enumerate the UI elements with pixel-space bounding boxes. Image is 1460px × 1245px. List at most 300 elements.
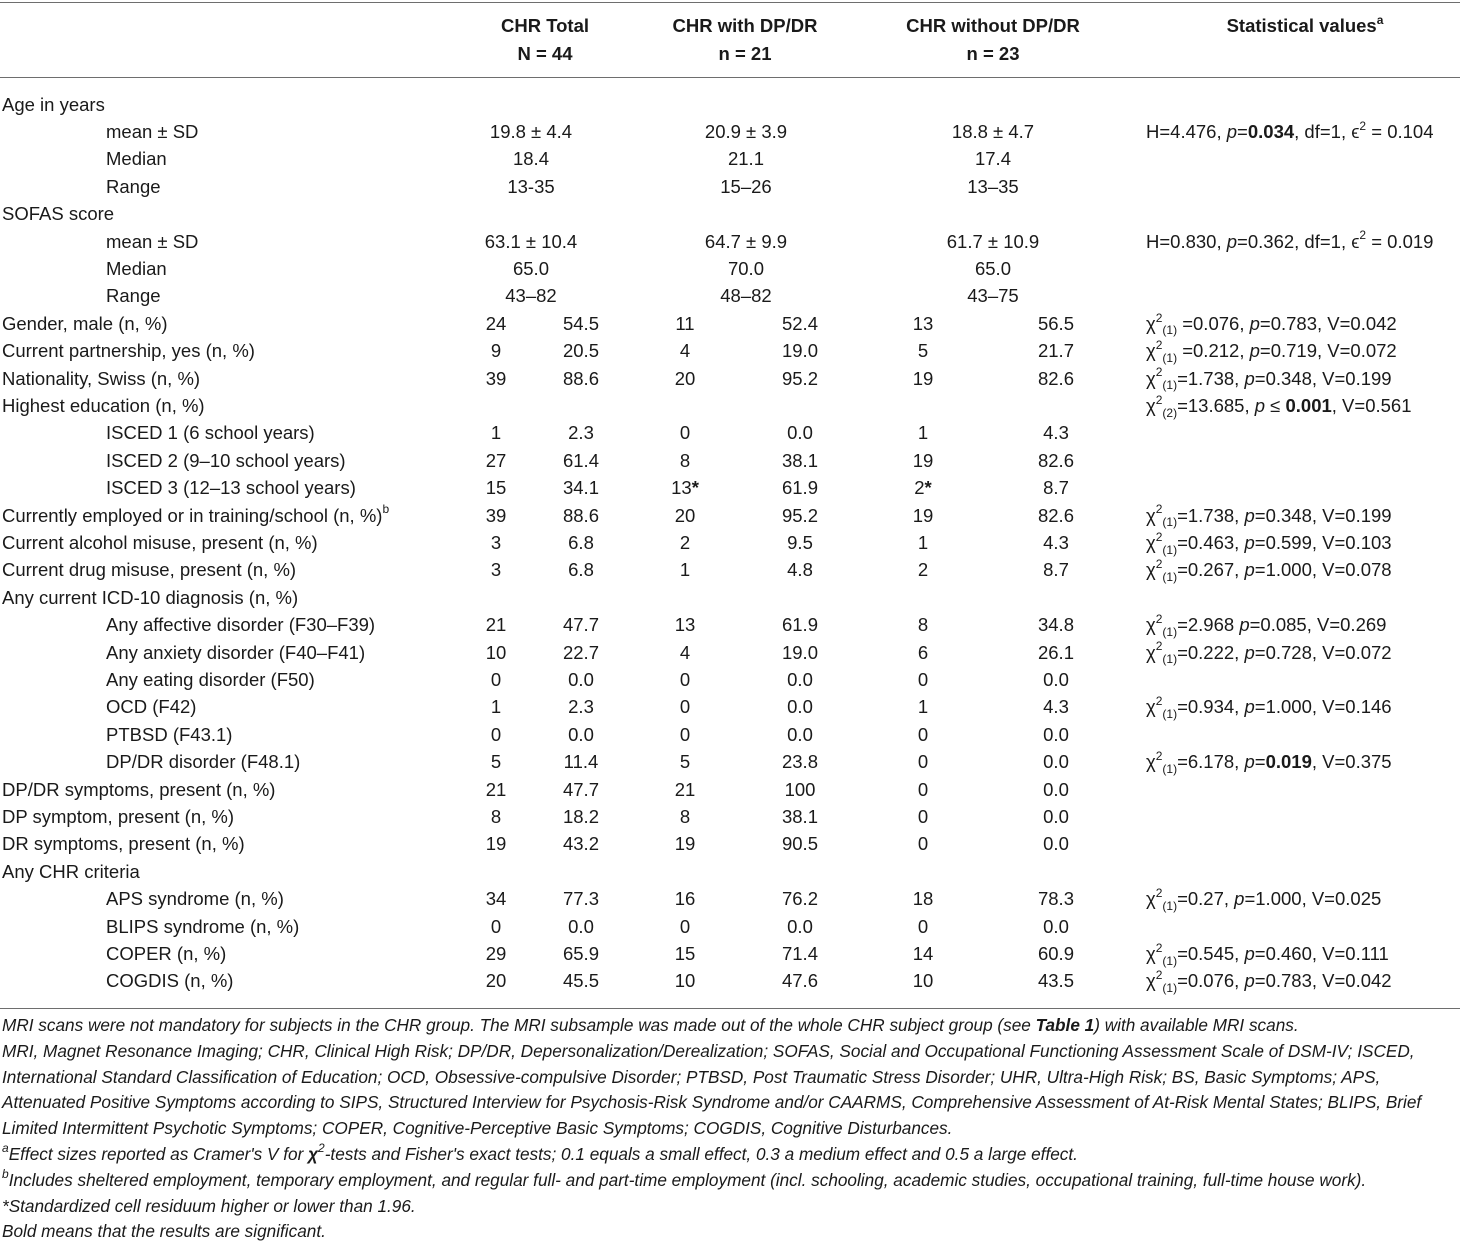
row-label: COGDIS (n, %) [106, 970, 234, 992]
subscript: (1) [1162, 707, 1178, 722]
text-run: =0.719, V=0.072 [1259, 340, 1397, 362]
row-label: DP symptom, present (n, %) [2, 806, 235, 827]
table-cell [456, 913, 536, 940]
cell-value: 18 [912, 888, 934, 910]
superscript: 2 [1155, 968, 1163, 983]
text-run: =1.000, V=0.146 [1254, 696, 1392, 718]
cell-value: 47.7 [562, 778, 599, 800]
cell-value: 19 [674, 833, 696, 855]
cell-value: 11.4 [563, 751, 599, 773]
table-row [0, 474, 1460, 501]
cell-value: 16 [674, 888, 696, 910]
text-run: Effect sizes reported as Cramer's V for [8, 1143, 309, 1164]
table-cell [1016, 748, 1096, 775]
table-cell [456, 721, 536, 748]
table-cell: 21.1 [727, 148, 764, 170]
table-cell: 48–82 [720, 285, 772, 307]
text-run: H=4.476, [1146, 121, 1227, 142]
text-run: =0.783, V=0.042 [1259, 312, 1397, 334]
cell-value: 0 [917, 806, 929, 827]
table-cell: 15–26 [720, 175, 772, 197]
text-run: χ [1146, 559, 1156, 581]
superscript: 2 [1359, 228, 1367, 243]
table-row [0, 584, 1460, 611]
table-cell [541, 310, 621, 337]
table-cell [456, 502, 536, 529]
row-label: COPER (n, %) [106, 943, 227, 964]
subscript: (1) [1162, 542, 1178, 557]
table-cell [645, 502, 725, 529]
cell-value: 39 [485, 504, 507, 526]
row-label: ISCED 1 (6 school years) [106, 422, 315, 444]
table-cell [760, 885, 840, 912]
table-cell [456, 337, 536, 364]
table-row [0, 611, 1460, 638]
table-cell [883, 803, 963, 830]
text-run: MRI scans were not mandatory for subjects in the CHR group. The MRI subsample was made out of the whole CHR subject group (see [2, 1015, 1036, 1035]
cell-value: 54.5 [562, 312, 599, 334]
cell-value: 77.3 [562, 888, 599, 910]
footnote [2, 1194, 1458, 1220]
table-cell [645, 666, 725, 693]
row-label: Currently employed or in training/school (n, %)$^b$ [2, 502, 390, 526]
italic-text: p [1239, 614, 1250, 636]
row-label: DP/DR disorder (F48.1) [106, 751, 301, 773]
table-cell [456, 693, 536, 720]
cell-value: 10 [912, 970, 934, 992]
table-cell [1016, 474, 1096, 501]
table-cell: 18.4 [512, 148, 549, 170]
table-row [0, 885, 1460, 912]
row-label: SOFAS score [2, 203, 115, 225]
table-cell [883, 967, 963, 994]
table-cell [645, 419, 725, 446]
italic-text: p [1244, 559, 1255, 581]
cell-value: 21.7 [1037, 340, 1074, 362]
table-cell [456, 529, 536, 556]
table-cell [541, 830, 621, 857]
table-cell [1016, 365, 1096, 392]
cell-value: 2 [917, 559, 929, 581]
text-run: =0.212, [1177, 340, 1250, 362]
text-run: χ [1146, 340, 1156, 362]
table-row [0, 365, 1460, 392]
superscript: 2 [1155, 886, 1163, 901]
cell-value: 8.7 [1043, 559, 1069, 581]
cell-value: 20.5 [562, 340, 599, 362]
cell-value: 0 [917, 915, 929, 937]
table-row [0, 228, 1460, 255]
subscript: (1) [1162, 953, 1178, 968]
cell-value: 34.8 [1037, 614, 1074, 636]
cell-value: 6.8 [568, 532, 594, 553]
table-row [0, 310, 1460, 337]
row-label: Median [106, 258, 167, 279]
cell-value: 5 [679, 751, 691, 773]
footnote [2, 1142, 1458, 1168]
cell-value: 4.3 [1043, 532, 1069, 553]
bold-text: χ [308, 1143, 319, 1164]
cell-value: 0 [679, 723, 691, 745]
row-label: Any eating disorder (F50) [106, 669, 315, 690]
table-row [0, 447, 1460, 474]
footnote [2, 1168, 1458, 1194]
table-cell [883, 830, 963, 857]
cell-value: 10 [674, 970, 696, 992]
cell-value: 8 [679, 806, 691, 827]
cell-value: 13 [671, 477, 692, 499]
text-run: χ [1146, 696, 1156, 718]
table-cell [456, 666, 536, 693]
row-label: DP/DR symptoms, present (n, %) [2, 778, 276, 800]
table-cell [541, 611, 621, 638]
table-cell [456, 474, 536, 501]
table-cell: 61.7 ± 10.9 [946, 230, 1040, 252]
bold-text: 0.019 [1265, 751, 1312, 773]
bold-text: Table 1 [1035, 1015, 1095, 1035]
cell-value: 47.7 [562, 614, 599, 636]
superscript: 2 [1155, 612, 1163, 627]
text-run: *Standardized cell residuum higher or lower than 1.96. [2, 1195, 416, 1216]
table-cell [760, 556, 840, 583]
table-cell [645, 639, 725, 666]
table-cell [1016, 556, 1096, 583]
subscript: (1) [1162, 652, 1178, 667]
table-cell [883, 666, 963, 693]
subscript: (1) [1162, 761, 1178, 776]
text-run: =0.27, [1177, 888, 1235, 910]
cell-value: 0 [490, 723, 502, 745]
table-cell [760, 830, 840, 857]
text-run: =0.463, [1177, 532, 1245, 553]
table-row [0, 200, 1460, 227]
table-cell [760, 611, 840, 638]
cell-value: 19 [485, 833, 507, 855]
cell-value: 60.9 [1037, 943, 1074, 964]
cell-value: 43.5 [1037, 970, 1074, 992]
table-cell [760, 310, 840, 337]
statistical-value [1146, 940, 1389, 967]
table-cell: 64.7 ± 9.9 [704, 230, 788, 252]
subscript: (1) [1162, 350, 1178, 365]
table-row [0, 858, 1460, 885]
cell-value: 27 [485, 449, 507, 471]
table-cell [456, 419, 536, 446]
cell-value: 5 [917, 340, 929, 362]
row-label: Nationality, Swiss (n, %) [2, 367, 201, 389]
cell-value: 4.3 [1043, 422, 1069, 444]
table-cell [883, 611, 963, 638]
table-cell [1016, 693, 1096, 720]
table-cell [645, 721, 725, 748]
table-cell [1016, 803, 1096, 830]
italic-text: p [1254, 395, 1266, 416]
table-cell [883, 365, 963, 392]
table-cell [760, 502, 840, 529]
table-row [0, 502, 1460, 529]
table-cell [456, 776, 536, 803]
text-run: =0.783, V=0.042 [1254, 970, 1392, 992]
cell-value: 19 [912, 367, 934, 389]
subscript: (1) [1162, 323, 1178, 338]
table-row [0, 776, 1460, 803]
subscript: (1) [1162, 570, 1178, 585]
table-cell: 17.4 [974, 148, 1011, 170]
table-row [0, 967, 1460, 994]
text-run: =1.000, V=0.078 [1254, 559, 1392, 581]
text-run: χ [1146, 395, 1156, 416]
row-label: Any anxiety disorder (F40–F41) [106, 641, 366, 663]
cell-value: 1 [917, 422, 929, 444]
table-cell [541, 639, 621, 666]
table-cell [541, 666, 621, 693]
cell-value: 8 [490, 806, 502, 827]
table-cell [456, 365, 536, 392]
table-row [0, 940, 1460, 967]
cell-value: 88.6 [562, 367, 599, 389]
italic-text: p [1249, 340, 1260, 362]
table-cell [456, 639, 536, 666]
text-run: H=0.830, [1146, 230, 1227, 252]
text-run: =0.728, V=0.072 [1254, 641, 1392, 663]
cell-value: 90.5 [781, 833, 818, 855]
table-row [0, 255, 1460, 282]
cell-value: 76.2 [781, 888, 818, 910]
cell-value: 43.2 [562, 833, 599, 855]
table-cell [760, 474, 840, 501]
superscript: 2 [1155, 940, 1163, 955]
cell-value: 1 [490, 696, 502, 718]
row-label: Any affective disorder (F30–F39) [106, 614, 376, 636]
table-cell [883, 913, 963, 940]
table-cell: 63.1 ± 10.4 [484, 230, 578, 252]
text-run: =0.545, [1177, 943, 1245, 964]
cell-value: 78.3 [1037, 888, 1074, 910]
table-cell [1016, 913, 1096, 940]
bold-text: 0.034 [1247, 121, 1295, 142]
table-cell [760, 967, 840, 994]
row-label: Highest education (n, %) [2, 395, 205, 416]
table-cell: 20.9 ± 3.9 [704, 121, 788, 142]
table-cell [883, 337, 963, 364]
cell-value: 0.0 [1043, 833, 1069, 855]
footnote [2, 1039, 1458, 1142]
row-label: Current partnership, yes (n, %) [2, 340, 255, 362]
cell-value: 0.0 [787, 422, 813, 444]
text-run: ≤ [1265, 395, 1286, 416]
cell-value: 19.0 [781, 340, 818, 362]
text-run: χ [1146, 367, 1156, 389]
table-cell [456, 940, 536, 967]
table-cell [645, 337, 725, 364]
table-cell [541, 502, 621, 529]
text-run: , V=0.561 [1331, 395, 1412, 416]
text-run: χ [1146, 888, 1156, 910]
statistical-value [1146, 365, 1392, 392]
table-cell [645, 365, 725, 392]
table-row [0, 693, 1460, 720]
table-cell [760, 639, 840, 666]
table-cell [1016, 529, 1096, 556]
text-run: MRI, Magnet Resonance Imaging; CHR, Clinical High Risk; DP/DR, Depersonalization/Derealization; SOFAS, Social and Occupational Functioning Assessment Scale of DSM-IV; ISCED, International Standard Classification of Education; OCD, Obsessive-compulsive Disorder; PTBSD, Post Traumatic Stress Disorder; UHR, Ultra-High Risk; BS, Basic Symptoms; APS, Attenuated Positive Symptoms according to SIPS, Structured Interview for Psychosis-Risk Syndrome and/or CAARMS, Comprehensive Assessment of At-Risk Mental States; BLIPS, Brief Limited Intermittent Psychotic Symptoms; COPER, Cognitive-Perceptive Basic Symptoms; COGDIS, Cognitive Disturbances. [2, 1040, 1422, 1139]
table-row [0, 639, 1460, 666]
table-cell [883, 310, 963, 337]
table-cell [456, 803, 536, 830]
cell-value: 4.3 [1043, 696, 1069, 718]
row-label: Range [106, 285, 161, 307]
table-cell [760, 666, 840, 693]
table-cell [645, 913, 725, 940]
header-chr-total: CHR Total N = 44 [500, 15, 590, 64]
top-rule [0, 2, 1460, 3]
subscript: (1) [1162, 378, 1178, 393]
residuum-marker: * [924, 477, 932, 499]
table-cell [883, 529, 963, 556]
cell-value: 19.0 [781, 641, 818, 663]
cell-value: 0.0 [1043, 915, 1069, 937]
table-cell [645, 693, 725, 720]
cell-value: 0 [679, 696, 691, 718]
table-cell [541, 447, 621, 474]
cell-value: 1 [917, 696, 929, 718]
subscript: (1) [1162, 981, 1178, 996]
cell-value: 15 [674, 943, 696, 964]
table-row [0, 913, 1460, 940]
row-label: PTBSD (F43.1) [106, 723, 233, 745]
text-run: =0.222, [1177, 641, 1245, 663]
italic-text: p [1249, 312, 1260, 334]
cell-value: 8 [917, 614, 929, 636]
table-cell [541, 693, 621, 720]
table-cell [645, 940, 725, 967]
cell-value: 45.5 [562, 970, 599, 992]
table-cell [760, 365, 840, 392]
table-cell [645, 776, 725, 803]
cell-value: 61.4 [562, 449, 599, 471]
italic-text: p [1226, 121, 1238, 142]
table-cell [1016, 337, 1096, 364]
superscript: 2 [1155, 365, 1163, 380]
statistical-value [1146, 556, 1392, 583]
table-cell [645, 967, 725, 994]
table-row [0, 721, 1460, 748]
text-run: ) with available MRI scans. [1094, 1015, 1299, 1035]
text-run: χ [1146, 943, 1156, 964]
cell-value: 4 [679, 641, 691, 663]
table-cell [1016, 666, 1096, 693]
cell-value: 0 [917, 778, 929, 800]
text-run: =0.460, V=0.111 [1254, 943, 1389, 964]
table-cell: 65.0 [512, 258, 549, 279]
table-cell [760, 776, 840, 803]
cell-value: 0.0 [787, 669, 813, 690]
table-cell [541, 474, 621, 501]
cell-value: 20 [674, 504, 696, 526]
subscript: (2) [1162, 405, 1178, 420]
table-cell [541, 419, 621, 446]
text-run: =0.076, [1177, 312, 1250, 334]
cell-value: 24 [485, 312, 507, 334]
table-cell [645, 447, 725, 474]
table-row [0, 91, 1460, 118]
cell-value: 0.0 [1043, 806, 1069, 827]
table-row [0, 748, 1460, 775]
header-chr-with-dpdr: CHR with DP/DR n = 21 [672, 15, 818, 64]
cell-value: 82.6 [1037, 367, 1074, 389]
cell-value: 2.3 [568, 422, 594, 444]
subscript: (1) [1162, 515, 1178, 530]
table-cell: 18.8 ± 4.7 [951, 121, 1035, 142]
superscript: 2 [318, 1141, 325, 1156]
superscript: 2 [1155, 639, 1163, 654]
cell-value: 11 [675, 312, 695, 334]
table-cell [760, 940, 840, 967]
text-run: , df=1, ϵ [1294, 121, 1360, 142]
text-run: =1.000, V=0.025 [1244, 888, 1382, 910]
cell-value: 4.8 [787, 559, 813, 581]
table-cell [883, 419, 963, 446]
cell-value: 0.0 [787, 696, 813, 718]
cell-value: 88.6 [562, 504, 599, 526]
cell-value: 0 [679, 669, 691, 690]
table-cell [541, 940, 621, 967]
cell-value: 0 [679, 422, 691, 444]
table-cell [456, 748, 536, 775]
table-row [0, 830, 1460, 857]
cell-value: 6 [917, 641, 929, 663]
cell-value: 56.5 [1037, 312, 1074, 334]
table-cell [645, 474, 725, 501]
table-row [0, 337, 1460, 364]
cell-value: 0.0 [787, 915, 813, 937]
text-run: =1.738, [1177, 367, 1245, 389]
table-row [0, 556, 1460, 583]
row-label: Any current ICD-10 diagnosis (n, %) [2, 586, 299, 608]
table-cell [1016, 940, 1096, 967]
table-cell [456, 447, 536, 474]
cell-value: 100 [784, 778, 816, 800]
cell-value: 34.1 [562, 477, 599, 499]
row-label: mean ± SD [106, 121, 199, 142]
table-cell [645, 556, 725, 583]
row-label: Current drug misuse, present (n, %) [2, 559, 297, 581]
text-run: = 0.019 [1366, 230, 1434, 252]
statistical-value [1146, 502, 1392, 529]
superscript: 2 [1155, 749, 1163, 764]
table-cell [1016, 310, 1096, 337]
table-cell [541, 556, 621, 583]
table-cell [645, 611, 725, 638]
text-run: =6.178, [1177, 751, 1245, 773]
cell-value: 3 [490, 559, 502, 581]
row-label: Any CHR criteria [2, 860, 140, 882]
row-label: ISCED 3 (12–13 school years) [106, 477, 356, 499]
table-row [0, 392, 1460, 419]
table-cell [1016, 721, 1096, 748]
cell-value: 34 [485, 888, 507, 910]
cell-value: 0.0 [1043, 723, 1069, 745]
cell-value: 0.0 [568, 669, 594, 690]
footnote [2, 1219, 1458, 1245]
cell-value: 52.4 [781, 312, 818, 334]
text-run: χ [1146, 614, 1156, 636]
table-cell [1016, 776, 1096, 803]
cell-value: 6.8 [568, 559, 594, 581]
table-row [0, 419, 1460, 446]
table-cell [645, 830, 725, 857]
table-row [0, 118, 1460, 145]
statistical-value [1146, 228, 1433, 255]
